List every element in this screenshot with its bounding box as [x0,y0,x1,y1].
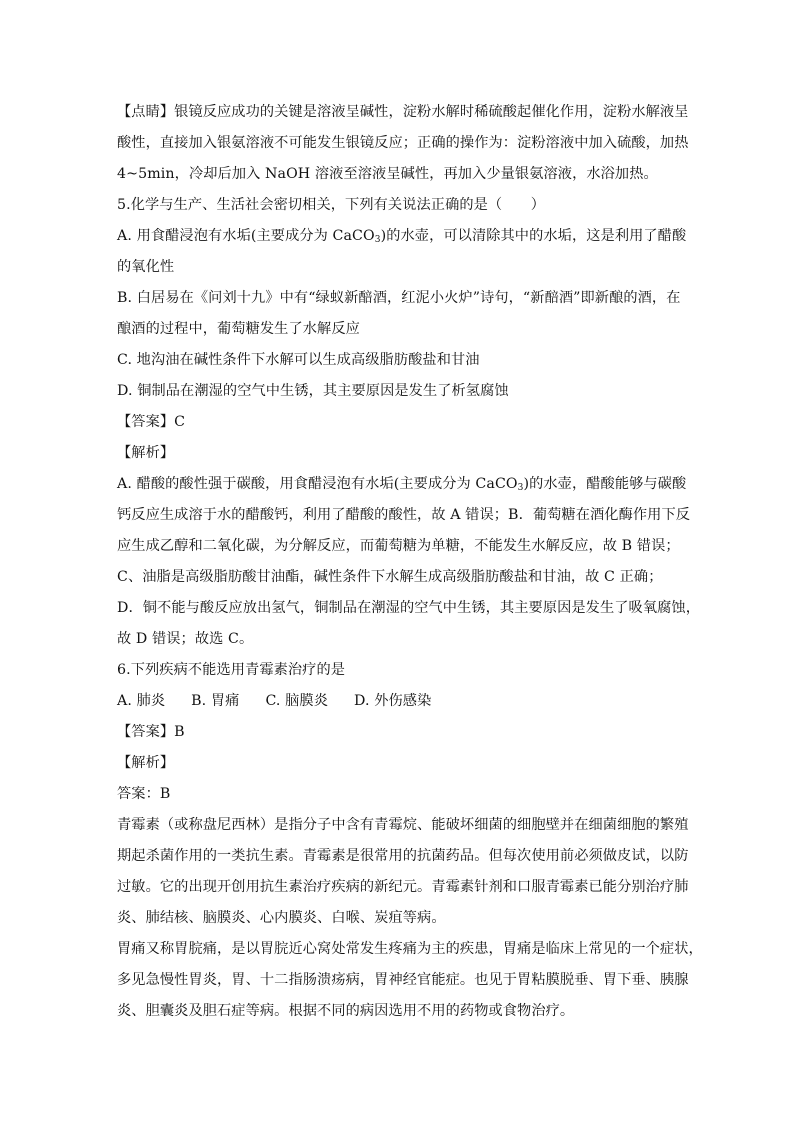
q6-stem: 6.下列疾病不能选用青霉素治疗的是 [117,662,346,678]
q5-explanation-line-3: 应生成乙醇和二氧化碳，为分解反应，而葡萄糖为单糖，不能发生水解反应，故 B 错误； [117,538,680,554]
q5-stem: 5.化学与生产、生活社会密切相关，下列有关说法正确的是（ ） [117,197,546,213]
q5-answer: 【答案】C [117,414,186,430]
q6-paragraph-1-line-3: 过敏。它的出现开创用抗生素治疗疾病的新纪元。青霉素针剂和口服青霉素已能分别治疗肺 [117,879,689,895]
q6-paragraph-1-line-2: 期起杀菌作用的一类抗生素。青霉素是很常用的抗菌药品。但每次使用前必须做皮试，以防 [117,848,689,864]
dianjing-line-1: 【点睛】银镜反应成功的关键是溶液呈碱性，淀粉水解时稀硫酸起催化作用，淀粉水解液呈 [117,104,689,120]
document-page [117,97,703,1027]
q5-explanation-line-4: C、油脂是高级脂肪酸甘油酯，碱性条件下水解生成高级脂肪酸盐和甘油，故 C 正确； [117,569,663,585]
q6-paragraph-2-line-2: 多见急慢性胃炎，胃、十二指肠溃疡病，胃神经官能症。也见于胃粘膜脱垂、胃下垂、胰腺 [117,972,689,988]
q6-paragraph-2-line-3: 炎、胆囊炎及胆石症等病。根据不同的病因选用不用的药物或食物治疗。 [117,1003,575,1019]
q6-answer-line: 答案：B [117,786,171,802]
q5-option-a-line-1: A. 用食醋浸泡有水垢(主要成分为 CaCO$_3$)的水壶，可以清除其中的水垢，这是利用了醋酸 [117,228,687,245]
q5-explanation-line-5: D．铜不能与酸反应放出氢气，铜制品在潮湿的空气中生锈，其主要原因是发生了吸氧腐蚀， [117,600,700,616]
q5-explanation-line-1: A. 醋酸的酸性强于碳酸，用食醋浸泡有水垢(主要成分为 CaCO$_3$)的水壶，醋酸能够与碳酸 [117,476,687,493]
q5-option-b-line-1: B. 白居易在《问刘十九》中有“绿蚁新醅酒，红泥小火炉”诗句，“新醅酒”即新酿的酒，在 [117,290,681,306]
q6-option-a: A. 肺炎 [117,693,166,709]
q6-option-d: D. 外伤感染 [354,693,432,709]
q5-option-d: D. 铜制品在潮湿的空气中生锈，其主要原因是发生了析氢腐蚀 [117,383,509,399]
q5-explanation-title: 【解析】 [117,445,175,461]
q5-option-b-line-2: 酿酒的过程中，葡萄糖发生了水解反应 [117,321,360,337]
q5-option-a-line-2: 的氧化性 [117,259,175,275]
dianjing-line-3: 4~5min，冷却后加入 NaOH 溶液至溶液呈碱性，再加入少量银氨溶液，水浴加热。 [117,166,658,182]
q5-explanation-line-2: 钙反应生成溶于水的醋酸钙，利用了醋酸的酸性，故 A 错误；B．葡萄糖在酒化酶作用下反 [117,507,691,523]
q5-option-c: C. 地沟油在碱性条件下水解可以生成高级脂肪酸盐和甘油 [117,352,480,368]
q6-paragraph-2-line-1: 胃痛又称胃脘痛，是以胃脘近心窝处常发生疼痛为主的疾患，胃痛是临床上常见的一个症状， [117,941,703,957]
q6-answer: 【答案】B [117,724,185,740]
q6-options [117,686,681,717]
q6-option-c: C. 脑膜炎 [265,693,329,709]
q6-paragraph-1-line-1: 青霉素（或称盘尼西林）是指分子中含有青霉烷、能破坏细菌的细胞壁并在细菌细胞的繁殖 [117,817,689,833]
q6-explanation-title: 【解析】 [117,755,175,771]
q6-paragraph-1-line-4: 炎、肺结核、脑膜炎、心内膜炎、白喉、炭疽等病。 [117,910,446,926]
q6-option-b: B. 胃痛 [191,693,240,709]
q5-explanation-line-6: 故 D 错误；故选 C。 [117,631,254,647]
dianjing-line-2: 酸性，直接加入银氨溶液不可能发生银镜反应；正确的操作为：淀粉溶液中加入硫酸，加热 [117,135,689,151]
